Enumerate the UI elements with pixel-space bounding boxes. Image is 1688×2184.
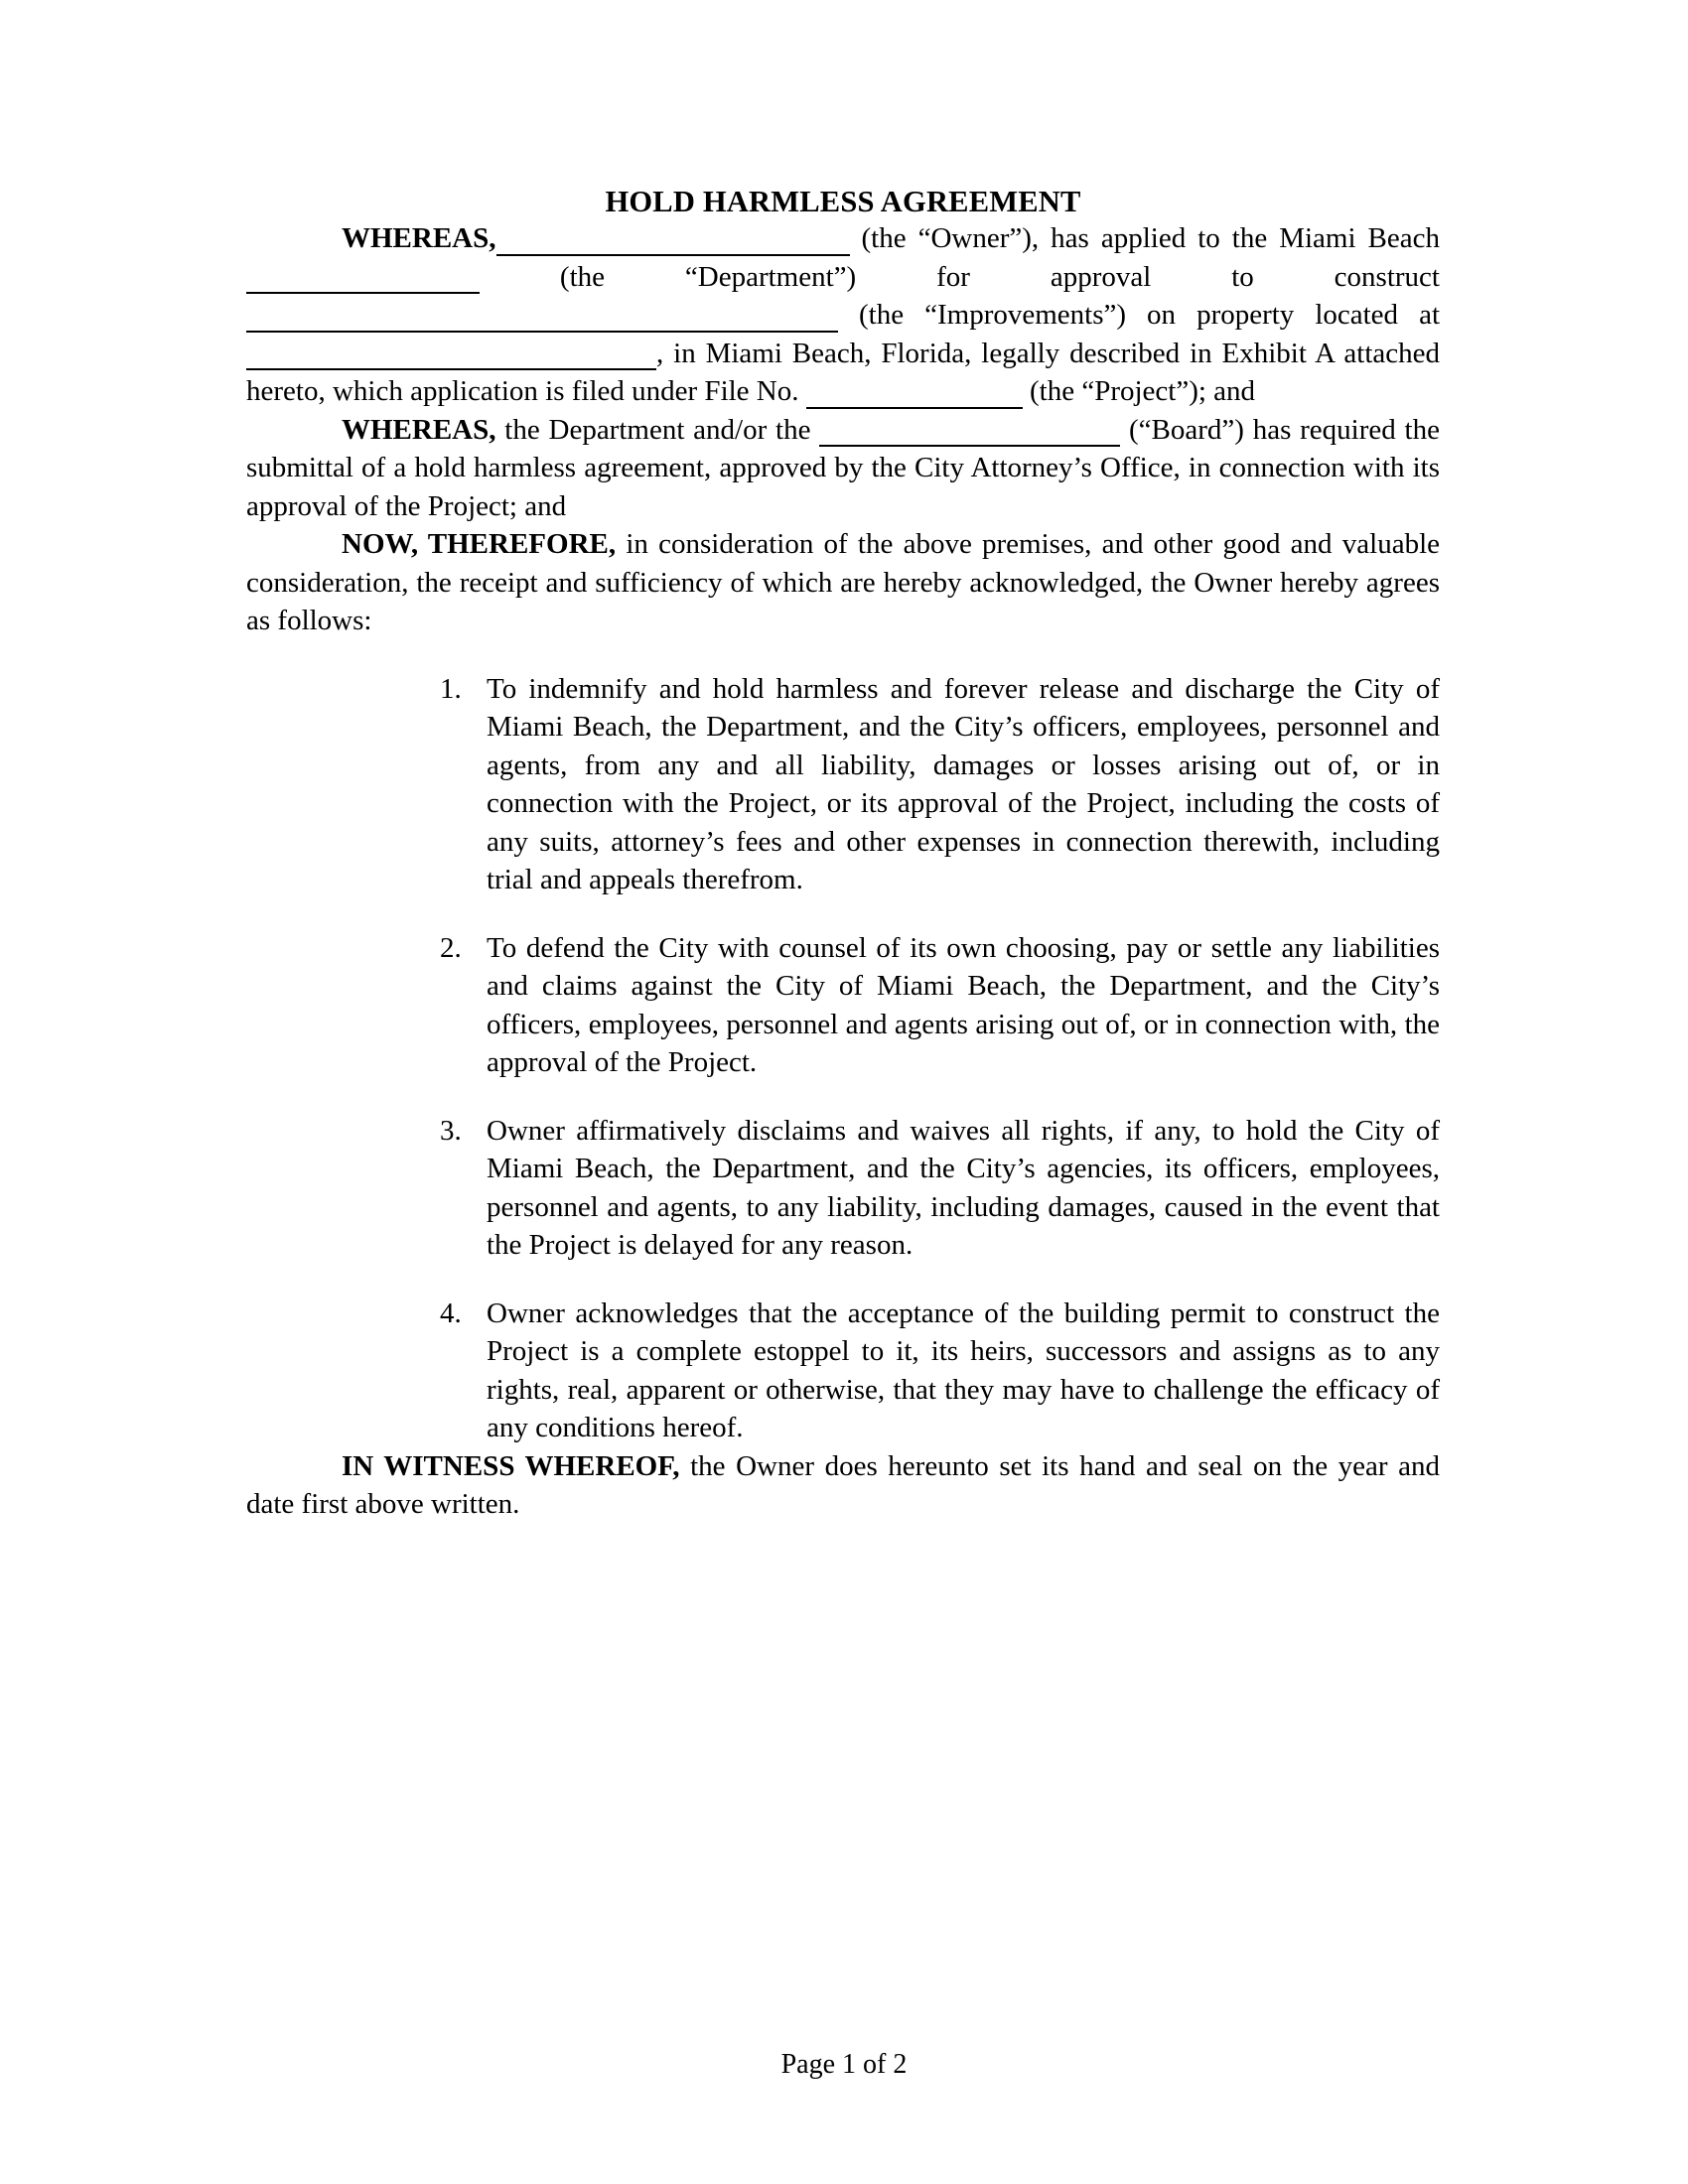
improvements-blank[interactable]	[246, 306, 838, 333]
clause-text: To defend the City with counsel of its own choosing, pay or settle any liabilities and claims against the City of Miami Beach, the Department, and the City’s officers, employees, personnel and agents arising out of, or in connection with, the approval of the Project.	[487, 931, 1440, 1079]
owner-name-blank[interactable]	[496, 229, 850, 256]
clause-text: Owner affirmatively disclaims and waives all rights, if any, to hold the City of Miami Beach, the Department, and the City’s agencies, its officers, employees, personnel and agents, to any liability, including damages, caused in the event that the Project is delayed for any reason.	[487, 1114, 1440, 1262]
page-title: HOLD HARMLESS AGREEMENT	[605, 185, 1081, 218]
list-item	[246, 929, 1440, 1082]
document-body	[246, 0, 1440, 1524]
page-footer: Page 1 of 2	[780, 2049, 908, 2080]
property-address-blank[interactable]	[246, 343, 656, 370]
obligations-list	[246, 670, 1440, 1447]
list-item	[246, 1295, 1440, 1447]
recital-whereas-two	[246, 411, 1440, 526]
clause-number: 3.	[440, 1114, 462, 1147]
clause-number: 2.	[440, 931, 462, 964]
now-therefore-paragraph	[246, 525, 1440, 640]
list-item	[246, 1112, 1440, 1265]
in-witness-whereof-paragraph	[246, 1447, 1440, 1524]
whereas-one-text-4: , in Miami Beach, Florida, legally described in Exhibit A attached hereto, which application is filed under File No.	[246, 337, 1440, 408]
file-number-blank[interactable]	[806, 382, 1023, 409]
in-witness-whereof-text: the Owner does hereunto set its hand and seal on the year and date first above written.	[246, 1449, 1440, 1521]
now-therefore-text: in consideration of the above premises, and other good and valuable consideration, the receipt and sufficiency of which are hereby acknowledged, the Owner hereby agrees as follows:	[246, 528, 1440, 637]
whereas-one-text-2: (the “Department”) for approval to construct	[480, 260, 1440, 293]
department-name-blank[interactable]	[246, 267, 480, 294]
clause-text: To indemnify and hold harmless and forever release and discharge the City of Miami Beach, the Department, and the City’s officers, employees, personnel and agents, from any and all liability, damages or losses arising out of, or in connection with the Project, or its approval of the Project, including the costs of any suits, attorney’s fees and other expenses in connection therewith, including trial and appeals therefrom.	[487, 672, 1440, 896]
list-item	[246, 670, 1440, 899]
whereas-one-lead-in: WHEREAS,	[342, 222, 496, 255]
whereas-one-text-3: (the “Improvements”) on property located at	[838, 299, 1440, 332]
whereas-one-text-1: (the “Owner”), has applied to the Miami Beach	[849, 222, 1440, 255]
in-witness-whereof-lead-in: IN WITNESS WHEREOF,	[342, 1449, 680, 1482]
whereas-two-text-2: (“Board”) has required the submittal of a hold harmless agreement, approved by the City Attorney’s Office, in connection with its approval of the Project; and	[246, 413, 1440, 522]
now-therefore-lead-in: NOW, THEREFORE,	[342, 528, 617, 561]
clause-number: 1.	[440, 672, 462, 705]
whereas-two-lead-in: WHEREAS,	[342, 413, 496, 446]
clause-number: 4.	[440, 1297, 462, 1329]
whereas-one-text-5: (the “Project”); and	[1022, 375, 1256, 408]
clause-text: Owner acknowledges that the acceptance of the building permit to construct the Project is a complete estoppel to it, its heirs, successors and assigns as to any rights, real, apparent or otherwise, that they may have to challenge the efficacy of any conditions hereof.	[487, 1297, 1440, 1444]
board-name-blank[interactable]	[819, 420, 1120, 447]
whereas-two-text-1: the Department and/or the	[495, 413, 820, 446]
recital-whereas-one	[246, 219, 1440, 411]
